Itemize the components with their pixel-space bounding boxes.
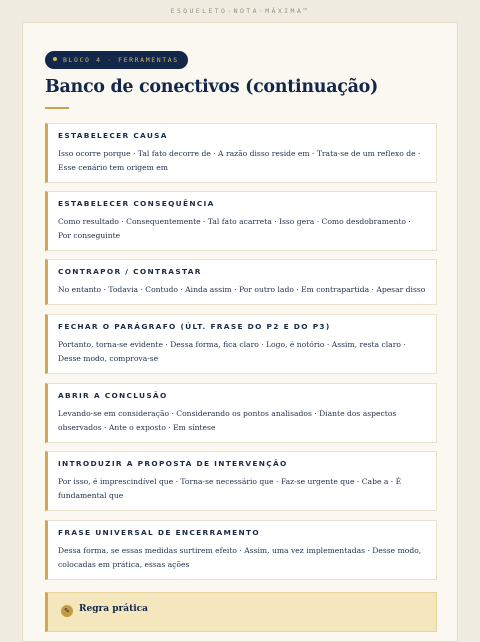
card-text: Isso ocorre porque · Tal fato decorre de · A razão disso reside em · Trata-se de um reflexo de · Esse cenário tem origem em <box>58 149 421 172</box>
title-underline <box>45 107 69 109</box>
card-text: Levando-se em consideração · Considerando os pontos analisados · Diante dos aspectos observados · Ante o exposto · Em síntese <box>58 409 397 432</box>
card-consequencia <box>45 191 437 251</box>
lightbulb-icon: ✎ <box>61 605 73 617</box>
card-heading: INTRODUZIR A PROPOSTA DE INTERVENÇÃO <box>58 459 288 468</box>
card-proposta-intervencao <box>45 451 437 511</box>
section-badge <box>45 51 188 69</box>
card-contrapor <box>45 259 437 305</box>
page-title: Banco de conectivos (continuação) <box>45 77 378 97</box>
card-heading: FRASE UNIVERSAL DE ENCERRAMENTO <box>58 528 260 537</box>
tip-box <box>45 592 437 632</box>
card-text: Como resultado · Consequentemente · Tal fato acarreta · Isso gera · Como desdobramento · Por conseguinte <box>58 217 411 240</box>
card-heading: FECHAR O PARÁGRAFO (ÚLT. FRASE DO P2 E DO P3) <box>58 322 331 331</box>
badge-dot-icon <box>53 57 57 61</box>
card-heading: CONTRAPOR / CONTRASTAR <box>58 267 202 276</box>
card-text: Por isso, é imprescindível que · Torna-se necessário que · Faz-se urgente que · Cabe a · É fundamental que <box>58 477 402 500</box>
card-text: No entanto · Todavia · Contudo · Ainda assim · Por outro lado · Em contrapartida · Apesar disso <box>58 285 426 294</box>
card-heading: ABRIR A CONCLUSÃO <box>58 391 168 400</box>
card-heading: ESTABELECER CONSEQUÊNCIA <box>58 199 215 208</box>
document-page <box>22 22 458 642</box>
card-abrir-conclusao <box>45 383 437 443</box>
card-text: Dessa forma, se essas medidas surtirem efeito · Assim, uma vez implementadas · Desse modo, colocadas em prática, essas ações <box>58 546 422 569</box>
brand-header: ESQUELETO·NOTA·MÁXIMA™ <box>170 7 310 15</box>
card-causa <box>45 123 437 183</box>
card-fechar-paragrafo <box>45 314 437 374</box>
card-frase-encerramento <box>45 520 437 580</box>
section-badge-label: BLOCO 4 · FERRAMENTAS <box>63 56 179 64</box>
card-text: Portanto, torna-se evidente · Dessa forma, fica claro · Logo, é notório · Assim, resta claro · Desse modo, comprova-se <box>58 340 406 363</box>
tip-label: Regra prática <box>79 604 148 614</box>
card-heading: ESTABELECER CAUSA <box>58 131 168 140</box>
